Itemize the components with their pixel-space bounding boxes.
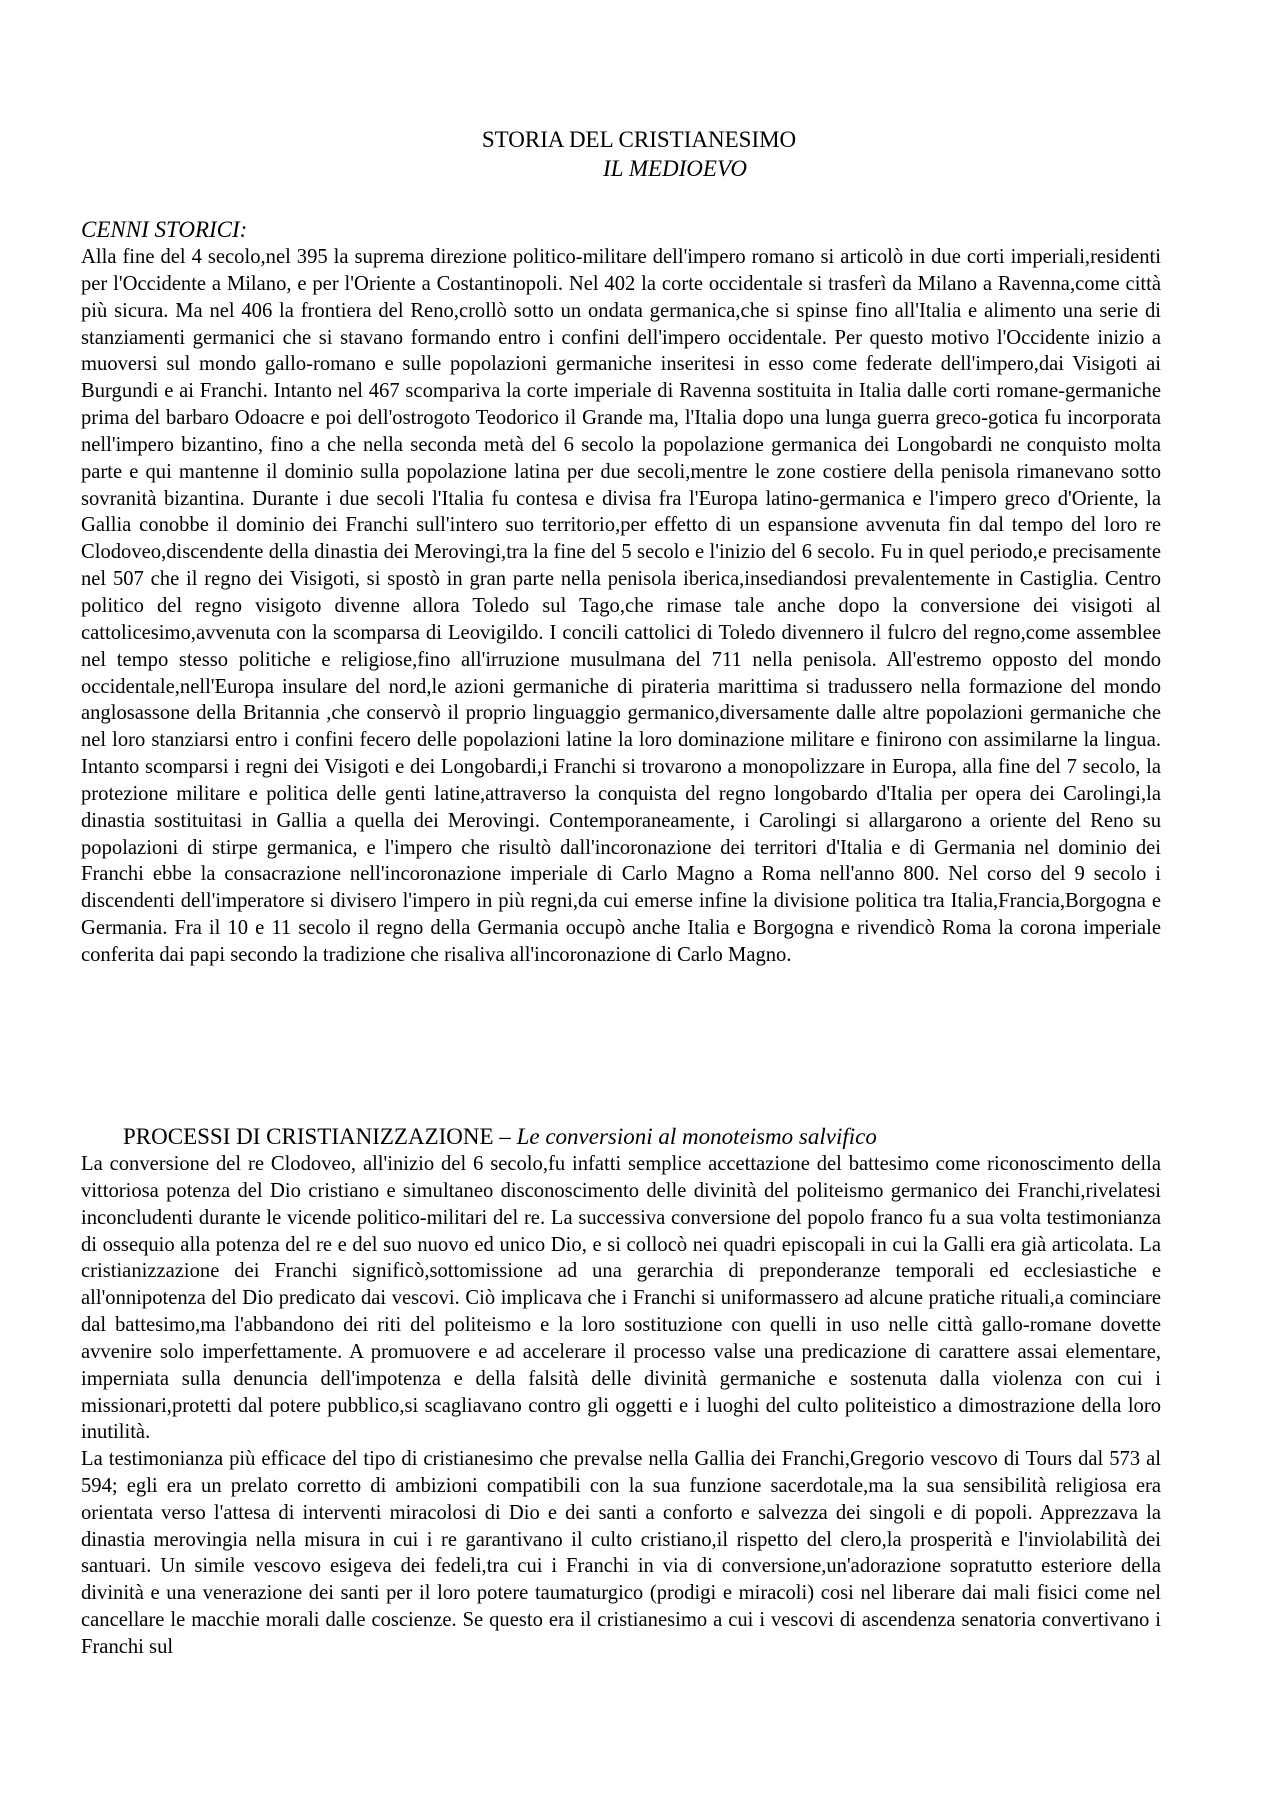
section-paragraph: La conversione del re Clodoveo, all'inizio del 6 secolo,fu infatti semplice accettazione del battesimo come riconoscimento della vittoriosa potenza del Dio cristiano e simultaneo disconoscimento delle divinità del politeismo germanico dei Franchi,rivelatesi inconcludenti durante le vicende politico-militari del re. La successiva conversione del popolo franco fu a sua volta testimonianza di ossequio alla potenza del re e del suo nuovo ed unico Dio, e si collocò nei quadri episcopali in cui la Galli era già articolata. La cristianizzazione dei Franchi significò,sottomissione ad una gerarchia di preponderanze temporali ed ecclesiastiche e all'onnipotenza del Dio predicato dai vescovi. Ciò implicava che i Franchi si uniformassero ad alcune pratiche rituali,a cominciare dal battesimo,ma l'abbandono dei riti del politeismo e la loro sostituzione con quelli in uso nelle città gallo-romane dovette avvenire solo imperfettamente. A promuovere e ad accelerare il processo valse una predicazione di carattere assai elementare, imperniata sulla denuncia dell'impotenza e della falsità delle divinità germaniche e sostenuta dalla violenza con cui i missionari,protetti dal potere pubblico,si scagliavano contro gli oggetti e i luoghi del culto politeistico a dimostrazione della loro inutilità. [81,1153,1161,1444]
document-title: STORIA DEL CRISTIANESIMO [481,127,797,152]
section-heading-subtitle: Le conversioni al monoteismo salvifico [516,1124,877,1149]
section-paragraph-continued: La testimonianza più efficace del tipo di cristianesimo che prevalse nella Gallia dei Franchi,Gregorio vescovo di Tours dal 573 al 594; egli era un prelato corretto di ambizioni compatibili con la sua funzione sacerdotale,ma la sua sensibilità religiosa era orientata verso l'attesa di interventi miracolosi di Dio e dei santi a conforto e salvezza dei singoli e di popoli. Apprezzava la dinastia merovingia nella misura in cui i re garantivano il culto cristiano,il rispetto del clero,la prosperità e l'inviolabilità dei santuari. Un simile vescovo esigeva dei fedeli,tra cui i Franchi in via di conversione,un'adorazione sopratutto esteriore della divinità e una venerazione dei santi per il loro potere taumaturgico (prodigi e miracoli) cosi nel liberare dai mali fisici come nel cancellare le macchie morali dalle coscienze. Se questo era il cristianesimo a cui i vescovi di ascendenza senatoria convertivano i Franchi sul [81,1448,1161,1658]
section-heading-cenni-storici: CENNI STORICI: [81,217,248,242]
section-paragraph: Alla fine del 4 secolo,nel 395 la suprema direzione politico-militare dell'impero romano si articolò in due corti imperiali,residenti per l'Occidente a Milano, e per l'Oriente a Costantinopoli. Nel 402 la corte occidentale si trasferì da Milano a Ravenna,come città più sicura. Ma nel 406 la frontiera del Reno,crollò sotto un ondata germanica,che si spinse fino all'Italia e alimento una serie di stanziamenti germanici che si stavano formando entro i confini dell'impero occidentale. Per questo motivo l'Occidente inizio a muoversi sul mondo gallo-romano e sulle popolazioni germaniche inseritesi in esso come federate dell'impero,dai Visigoti ai Burgundi e ai Franchi. Intanto nel 467 scompariva la corte imperiale di Ravenna sostituita in Italia dalle corti romane-germaniche prima del barbaro Odoacre e poi dell'ostrogoto Teodorico il Grande ma, l'Italia dopo una lunga guerra greco-gotica fu incorporata nell'impero bizantino, fino a che nella seconda metà del 6 secolo la popolazione germanica dei Longobardi ne conquisto molta parte e qui mantenne il dominio sulla popolazione latina per due secoli,mentre le zone costiere della penisola rimanevano sotto sovranità bizantina. Durante i due secoli l'Italia fu contesa e divisa fra l'Europa latino-germanica e l'impero greco d'Oriente, la Gallia conobbe il dominio dei Franchi sull'intero suo territorio,per effetto di un espansione avvenuta fin dal tempo del loro re Clodoveo,discendente della dinastia dei Merovingi,tra la fine del 5 secolo e l'inizio del 6 secolo. Fu in quel periodo,e precisamente nel 507 che il regno dei Visigoti, si spostò in gran parte nella penisola iberica,insediandosi prevalentemente in Castiglia. Centro politico del regno visigoto divenne allora Toledo sul Tago,che rimase tale anche dopo la conversione dei visigoti al cattolicesimo,avvenuta con la scomparsa di Leovigildo. I concili cattolici di Toledo divennero il fulcro del regno,come assemblee nel tempo stesso politiche e religiose,fino all'irruzione musulmana del 711 nella penisola. All'estremo opposto del mondo occidentale,nell'Europa insulare del nord,le azioni germaniche di pirateria marittima si tradussero nella formazione del mondo anglosassone della Britannia ,che conservò il proprio linguaggio germanico,diversamente dalle altre popolazioni germaniche che nel loro stanziarsi entro i confini fecero delle popolazioni latine la loro dominazione militare e finirono con assimilarne la lingua. Intanto scomparsi i regni dei Visigoti e dei Longobardi,i Franchi si trovarono a monopolizzare in Europa, alla fine del 7 secolo, la protezione militare e politica delle genti latine,attraverso la conquista del regno longobardo d'Italia per opera dei Carolingi,la dinastia sostituitasi in Gallia a quella dei Merovingi. Contemporaneamente, i Carolingi si allargarono a oriente del Reno su popolazioni di stirpe germanica, e l'impero che risultò dall'incoronazione dei territori d'Italia e di Germania nel dominio dei Franchi ebbe la consacrazione nell'incoronazione imperiale di Carlo Magno a Roma nell'anno 800. Nel corso del 9 secolo i discendenti dell'imperatore si divisero l'impero in più regni,da cui emerse infine la divisione politica tra Italia,Francia,Borgogna e Germania. Fra il 10 e 11 secolo il regno della Germania occupò anche Italia e Borgogna e rivendicò Roma la corona imperiale conferita dai papi secondo la tradizione che risaliva all'incoronazione di Carlo Magno. [81,246,1161,966]
section-heading-main: PROCESSI DI CRISTIANIZZAZIONE – [123,1124,517,1149]
section-heading-cristianizzazione [123,1123,877,1151]
document-subtitle: IL MEDIOEVO [603,156,747,181]
